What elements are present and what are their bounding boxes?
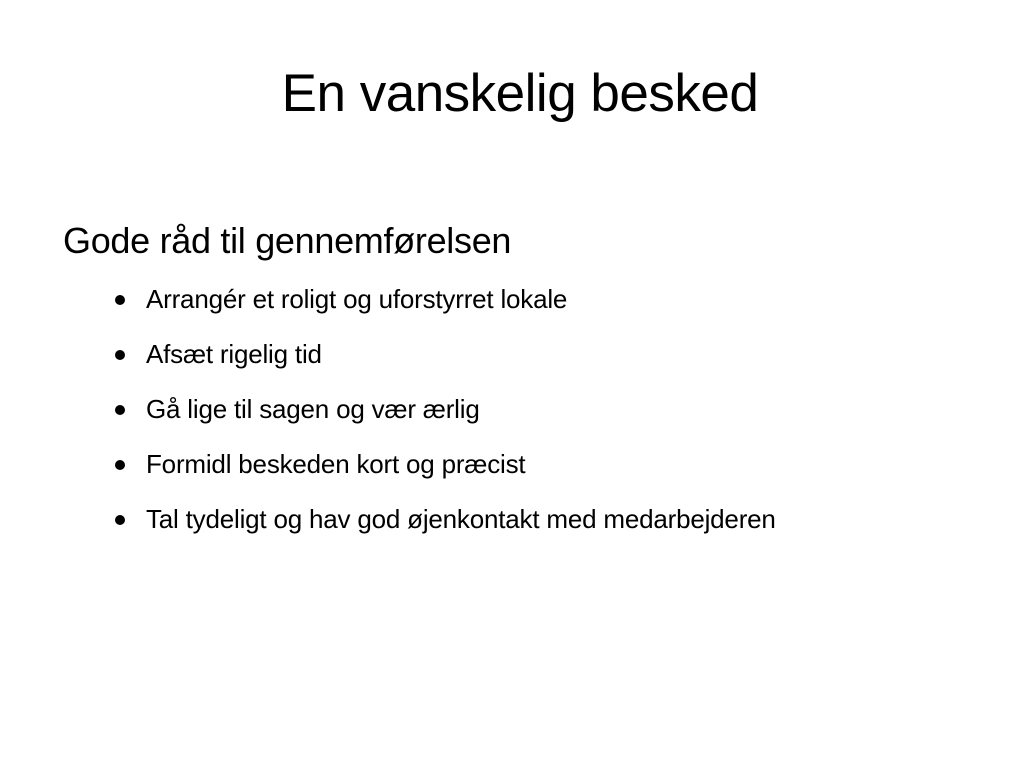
- section-heading: Gode råd til gennemførelsen: [63, 220, 512, 261]
- bullet-text: Formidl beskeden kort og præcist: [146, 449, 526, 479]
- bullet-dot-icon: [115, 295, 125, 305]
- bullet-text: Arrangér et roligt og uforstyrret lokale: [146, 284, 568, 314]
- bullet-dot-icon: [115, 460, 125, 470]
- bullet-text: Gå lige til sagen og vær ærlig: [146, 394, 480, 424]
- slide-content: [63, 218, 963, 547]
- bullet-dot-icon: [115, 515, 125, 525]
- bullet-item: [115, 272, 963, 327]
- bullet-item: [115, 327, 963, 382]
- bullet-dot-icon: [115, 405, 125, 415]
- bullet-list: [63, 272, 963, 547]
- bullet-item: [115, 382, 963, 437]
- bullet-text: Tal tydeligt og hav god øjenkontakt med medarbejderen: [146, 504, 776, 534]
- bullet-text: Afsæt rigelig tid: [146, 339, 322, 369]
- bullet-item: [115, 492, 963, 547]
- slide-title: En vanskelig besked: [281, 64, 759, 123]
- bullet-dot-icon: [115, 350, 125, 360]
- bullet-item: [115, 437, 963, 492]
